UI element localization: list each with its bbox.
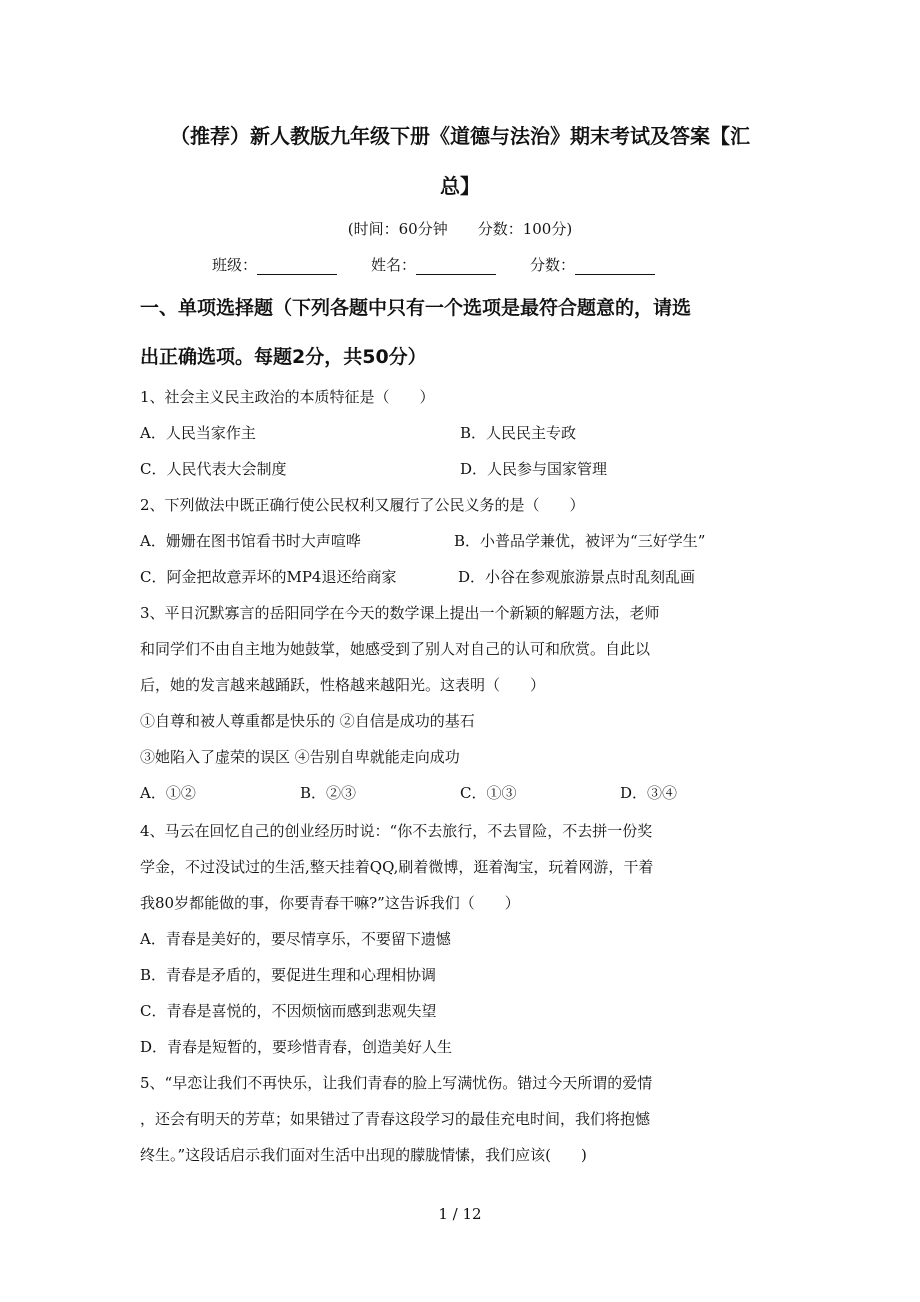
q2-stem: 2、下列做法中既正确行使公民权利又履行了公民义务的是（ ）	[140, 496, 585, 514]
q4-option-b: B．青春是矛盾的，要促进生理和心理相协调	[140, 966, 437, 984]
q1-option-a: A．人民当家作主	[140, 424, 256, 442]
q1-stem: 1、社会主义民主政治的本质特征是（ ）	[140, 388, 435, 406]
q4-stem-line2: 学金，不过没试过的生活,整天挂着QQ,刷着微博，逛着淘宝，玩着网游，干着	[140, 858, 654, 876]
q1-option-c: C．人民代表大会制度	[140, 460, 287, 478]
q4-option-c: C．青春是喜悦的，不因烦恼而感到悲观失望	[140, 1002, 437, 1020]
q2-option-d: D．小谷在参观旅游景点时乱刻乱画	[458, 568, 696, 586]
q3-statements-2: ③她陷入了虚荣的误区 ④告别自卑就能走向成功	[140, 748, 460, 766]
score-blank	[575, 260, 655, 275]
document-title-line1: （推荐）新人教版九年级下册《道德与法治》期末考试及答案【汇	[170, 124, 750, 148]
name-blank	[416, 260, 496, 275]
document-title-line2: 总】	[440, 174, 480, 198]
class-label: 班级：	[212, 256, 258, 274]
q3-option-b: B．②③	[300, 784, 357, 802]
q3-stem-line1: 3、平日沉默寡言的岳阳同学在今天的数学课上提出一个新颖的解题方法，老师	[140, 604, 660, 622]
name-label: 姓名：	[371, 256, 417, 274]
q3-option-a: A．①②	[140, 784, 196, 802]
q3-option-c: C．①③	[460, 784, 517, 802]
q4-option-d: D．青春是短暂的，要珍惜青春，创造美好人生	[140, 1038, 453, 1056]
student-info-fields	[212, 254, 689, 275]
section-heading-line2: 出正确选项。每题2分，共50分）	[140, 346, 427, 368]
q5-stem-line3: 终生。”这段话启示我们面对生活中出现的朦胧情愫，我们应该( )	[140, 1146, 587, 1164]
q1-option-d: D．人民参与国家管理	[460, 460, 608, 478]
page-number: 1 / 12	[438, 1205, 482, 1223]
q2-option-b: B．小普品学兼优，被评为“三好学生”	[454, 532, 706, 550]
section-heading-line1: 一、单项选择题（下列各题中只有一个选项是最符合题意的，请选	[140, 297, 692, 319]
q2-option-c: C．阿金把故意弄坏的MP4退还给商家	[140, 568, 397, 586]
q5-stem-line1: 5、“早恋让我们不再快乐，让我们青春的脸上写满忧伤。错过今天所谓的爱情	[140, 1074, 653, 1092]
score-label: 分数：	[530, 256, 576, 274]
q3-statements-1: ①自尊和被人尊重都是快乐的 ②自信是成功的基石	[140, 712, 475, 730]
exam-meta: (时间：60分钟 分数：100分)	[347, 220, 573, 238]
q4-stem-line1: 4、马云在回忆自己的创业经历时说：“你不去旅行，不去冒险，不去拼一份奖	[140, 822, 653, 840]
q3-stem-line3: 后，她的发言越来越踊跃，性格越来越阳光。这表明（ ）	[140, 676, 546, 694]
q4-option-a: A．青春是美好的，要尽情享乐，不要留下遗憾	[140, 930, 451, 948]
class-blank	[257, 260, 337, 275]
q3-option-d: D．③④	[620, 784, 678, 802]
q5-stem-line2: ，还会有明天的芳草；如果错过了青春这段学习的最佳充电时间，我们将抱憾	[140, 1110, 651, 1128]
q3-stem-line2: 和同学们不由自主地为她鼓掌，她感受到了别人对自己的认可和欣赏。自此以	[140, 640, 651, 658]
q2-option-a: A．姗姗在图书馆看书时大声喧哗	[140, 532, 361, 550]
q4-stem-line3: 我80岁都能做的事，你要青春干嘛?”这告诉我们（ ）	[140, 894, 520, 912]
q1-option-b: B．人民民主专政	[460, 424, 577, 442]
